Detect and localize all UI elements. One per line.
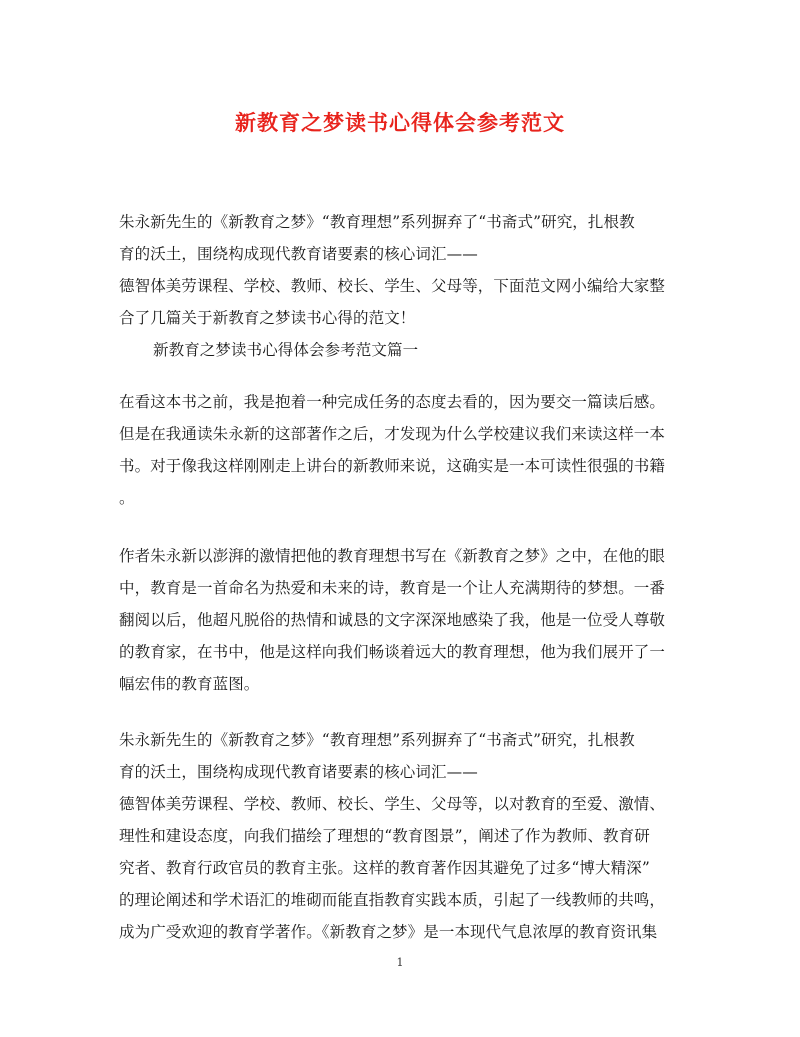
paragraph-2 (119, 540, 681, 700)
paragraph-1 (119, 386, 681, 514)
text-line: 的教育家，在书中，他是这样向我们畅谈着远大的教育理想，他为我们展开了一 (119, 643, 666, 661)
text-line: 成为广受欢迎的教育学著作。《新教育之梦》是一本现代气息浓厚的教育资讯集 (119, 923, 658, 941)
text-line: 幅宏伟的教育蓝图。 (119, 675, 260, 693)
text-line: 朱永新先生的《新教育之梦》“教育理想”系列摒弃了“书斋式”研究，扎根教 (119, 213, 635, 231)
text-line: 合了几篇关于新教育之梦读书心得的范文！ (119, 309, 416, 327)
document-title: 新教育之梦读书心得体会参考范文 (235, 110, 565, 135)
text-line: 究者、教育行政官员的教育主张。这样的教育著作因其避免了过多“博大精深” (119, 859, 650, 877)
text-line: 但是在我通读朱永新的这部著作之后，才发现为什么学校建议我们来读这样一本 (119, 425, 666, 443)
text-line: 翻阅以后，他超凡脱俗的热情和诚恳的文字深深地感染了我，他是一位受人尊敬 (119, 611, 666, 629)
text-line: 育的沃土，围绕构成现代教育诸要素的核心词汇—— (119, 245, 478, 263)
text-line: 书。对于像我这样刚刚走上讲台的新教师来说，这确实是一本可读性很强的书籍 (119, 457, 666, 475)
text-line: 理性和建设态度，向我们描绘了理想的“教育图景”，阐述了作为教师、教育研 (119, 827, 650, 845)
text-line: 德智体美劳课程、学校、教师、校长、学生、父母等，下面范文网小编给大家整 (119, 277, 666, 295)
paragraph-3 (119, 724, 681, 948)
page-number: 1 (396, 956, 404, 969)
text-line: 中，教育是一首命名为热爱和未来的诗，教育是一个让人充满期待的梦想。一番 (119, 579, 666, 597)
intro-paragraph (119, 206, 681, 366)
text-line: 德智体美劳课程、学校、教师、校长、学生、父母等，以对教育的至爱、激情、 (119, 795, 666, 813)
text-line: 朱永新先生的《新教育之梦》“教育理想”系列摒弃了“书斋式”研究，扎根教 (119, 731, 635, 749)
text-line: 育的沃土，围绕构成现代教育诸要素的核心词汇—— (119, 763, 478, 781)
text-line: 在看这本书之前，我是抱着一种完成任务的态度去看的，因为要交一篇读后感。 (119, 393, 666, 411)
text-line: 的理论阐述和学术语汇的堆砌而能直指教育实践本质，引起了一线教师的共鸣， (119, 891, 666, 909)
section-subheading: 新教育之梦读书心得体会参考范文篇一 (153, 341, 419, 359)
text-line: 。 (119, 489, 135, 507)
text-line: 作者朱永新以澎湃的激情把他的教育理想书写在《新教育之梦》之中，在他的眼 (119, 547, 666, 565)
